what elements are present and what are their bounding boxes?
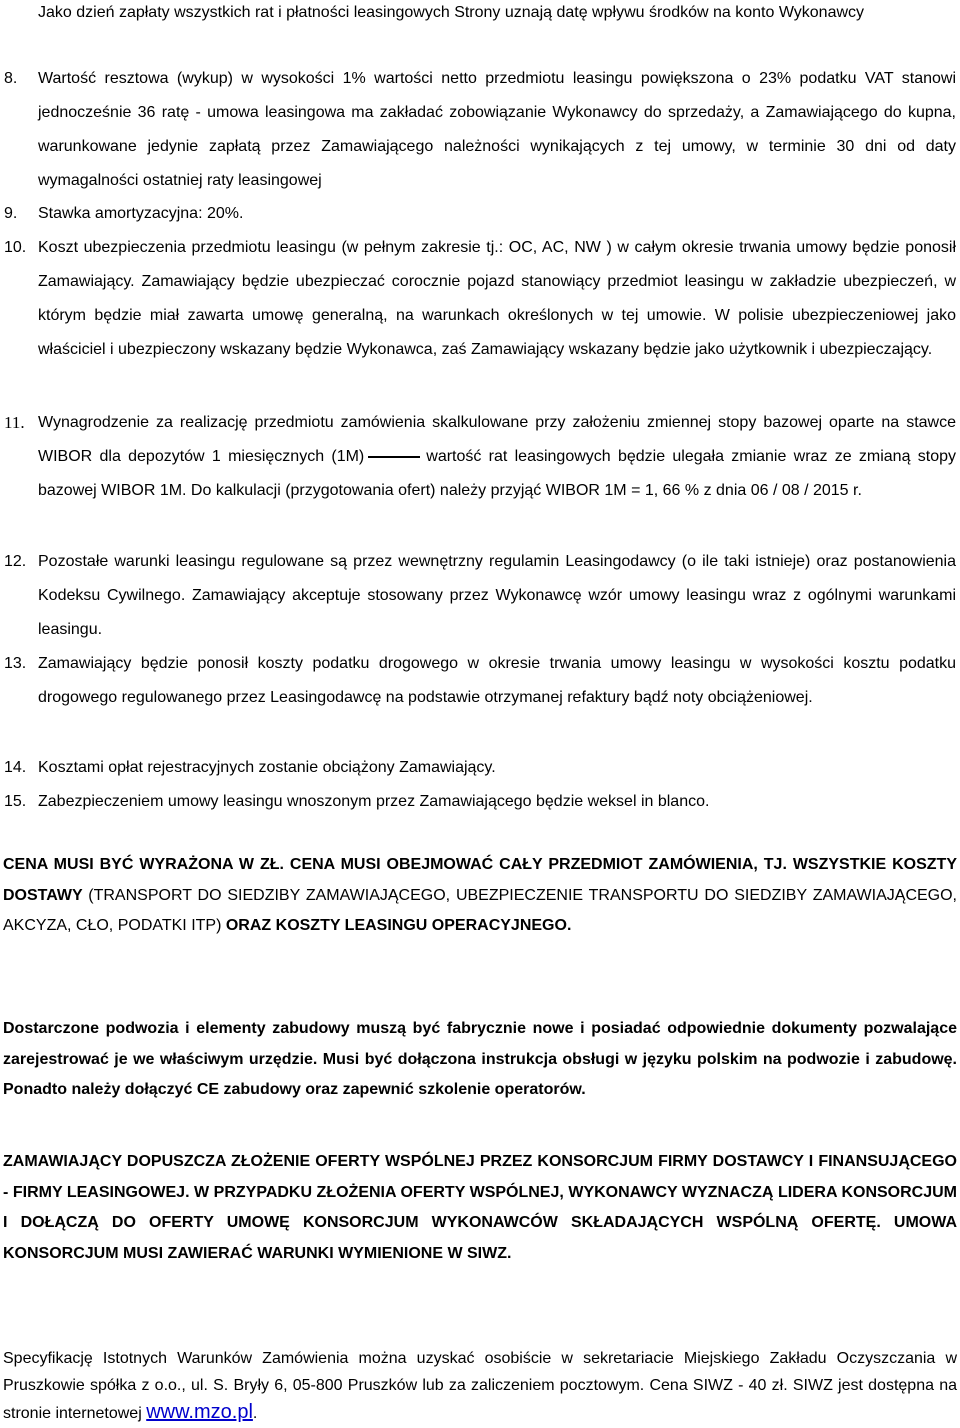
item-text-10: Koszt ubezpieczenia przedmiotu leasingu (w pełnym zakresie tj.: OC, AC, NW ) w całym okresie trwania umowy będzie ponosił Zamawiający. Zamawiający będzie ubezpieczać corocznie pojazd stanowiący przedmiot leasingu w zakładzie ubezpieczeń, w którym będzie miał zawarta umowę generalną, na warunkach określonych w tej umowie. W polisie ubezpieczeniowej jako właściciel i ubezpieczony wskazany będzie Wykonawca, zaś Zamawiający wskazany będzie jako użytkownik i ubezpieczający.: [38, 239, 956, 358]
footer-text: Specyfikację Istotnych Warunków Zamówienia można uzyskać osobiście w sekretariacie Miejskiego Zakładu Oczyszczania w Pruszkowie spółka z o.o., ul. S. Bryły 6, 05-800 Pruszków lub za zaliczeniem pocztowym. Cena SIWZ - 40 zł. SIWZ jest dostępna na stronie internetowej: [3, 1350, 957, 1422]
item-11-part-b: wartość rat leasingowych będzie ulegała zmianie wraz ze zmianą stopy bazowej WIBOR 1M. Do kalkulacji (przygotowania ofert) należy przyjąć WIBOR 1M = 1, 66 % z dnia 06 / 08 / 2015 r.: [38, 448, 956, 499]
delivery-notice: Dostarczone podwozia i elementy zabudowy muszą być fabrycznie nowe i posiadać odpowiednie dokumenty pozwalające zarejestrować je we właściwym urzędzie. Musi być dołączona instrukcja obsługi w języku polskim na podwozie i zabudowę. Ponadto należy dołączyć CE zabudowy oraz zapewnić szkolenie operatorów.: [3, 1020, 957, 1098]
item-text-14: Kosztami opłat rejestracyjnych zostanie obciążony Zamawiający.: [38, 759, 496, 776]
item-number-12: 12.: [4, 553, 27, 570]
price-notice-bold-a: CENA MUSI BYĆ WYRAŻONA W ZŁ. CENA MUSI OBEJMOWAĆ CAŁY PRZEDMIOT ZAMÓWIENIA, TJ. WSZYSTKIE KOSZTY DOSTAWY: [3, 856, 957, 904]
consortium-notice: ZAMAWIAJĄCY DOPUSZCZA ZŁOŻENIE OFERTY WSPÓLNEJ PRZEZ KONSORCJUM FIRMY DOSTAWCY I FINANSUJĄCEGO - FIRMY LEASINGOWEJ. W PRZYPADKU ZŁOŻENIA OFERTY WSPÓLNEJ, WYKONAWCY WYZNACZĄ LIDERA KONSORCJUM I DOŁĄCZĄ DO OFERTY UMOWĘ KONSORCJUM WYKONAWCÓW SKŁADAJĄCYCH WSPÓLNĄ OFERTĘ. UMOWA KONSORCJUM MUSI ZAWIERAĆ WARUNKI WYMIENIONE W SIWZ.: [3, 1153, 957, 1262]
price-notice-bold-b: ORAZ KOSZTY LEASINGU OPERACYJNEGO.: [225, 917, 572, 934]
item-text-13: Zamawiający będzie ponosił koszty podatku drogowego w okresie trwania umowy leasingu w wysokości kosztu podatku drogowego regulowanego przez Leasingodawcę na podstawie otrzymanej refaktury bądź noty obciążeniowej.: [38, 655, 956, 706]
item-text-15: Zabezpieczeniem umowy leasingu wnoszonym przez Zamawiającego będzie weksel in blanco.: [38, 793, 710, 810]
dash-divider: [368, 456, 420, 458]
intro-paragraph: Jako dzień zapłaty wszystkich rat i płatności leasingowych Strony uznają datę wpływu środków na konto Wykonawcy: [38, 4, 865, 21]
item-text-11: [38, 406, 956, 508]
item-text-8: Wartość resztowa (wykup) w wysokości 1% wartości netto przedmiotu leasingu powiększona o 23% podatku VAT stanowi jednocześnie 36 ratę - umowa leasingowa ma zakładać zobowiązanie Wykonawcy do sprzedaży, a Zamawiającego do kupna, warunkowane jedynie zapłatą przez Zamawiającego należności wynikających z tej umowy, w terminie 30 dni od daty wymagalności ostatniej raty leasingowej: [38, 70, 956, 189]
item-number-9: 9.: [4, 205, 18, 222]
footer-paragraph: [3, 1346, 957, 1428]
item-11-part-a: Wynagrodzenie za realizację przedmiotu zamówienia skalkulowane przy założeniu zmiennej stopy bazowej oparte na stawce WIBOR dla depozytów 1 miesięcznych (1M): [38, 414, 956, 465]
price-notice-plain: (TRANSPORT DO SIEDZIBY ZAMAWIAJĄCEGO, UBEZPIECZENIE TRANSPORTU DO SIEDZIBY ZAMAWIAJĄCEGO, AKCYZA, CŁO, PODATKI ITP): [3, 886, 957, 934]
item-number-10: 10.: [4, 239, 27, 256]
item-number-8: 8.: [4, 70, 18, 87]
footer-tail: .: [252, 1405, 258, 1422]
item-number-14: 14.: [4, 759, 27, 776]
item-number-11: 11.: [4, 413, 25, 432]
item-text-9: Stawka amortyzacyjna: 20%.: [38, 205, 244, 222]
price-notice: [3, 850, 957, 942]
item-number-15: 15.: [4, 793, 27, 810]
item-number-13: 13.: [4, 655, 27, 672]
item-text-12: Pozostałe warunki leasingu regulowane są przez wewnętrzny regulamin Leasingodawcy (o ile taki istnieje) oraz postanowienia Kodeksu Cywilnego. Zamawiający akceptuje stosowany przez Wykonawcę wzór umowy leasingu wraz z ogólnymi warunkami leasingu.: [38, 553, 956, 638]
website-link[interactable]: www.mzo.pl: [146, 1401, 253, 1423]
